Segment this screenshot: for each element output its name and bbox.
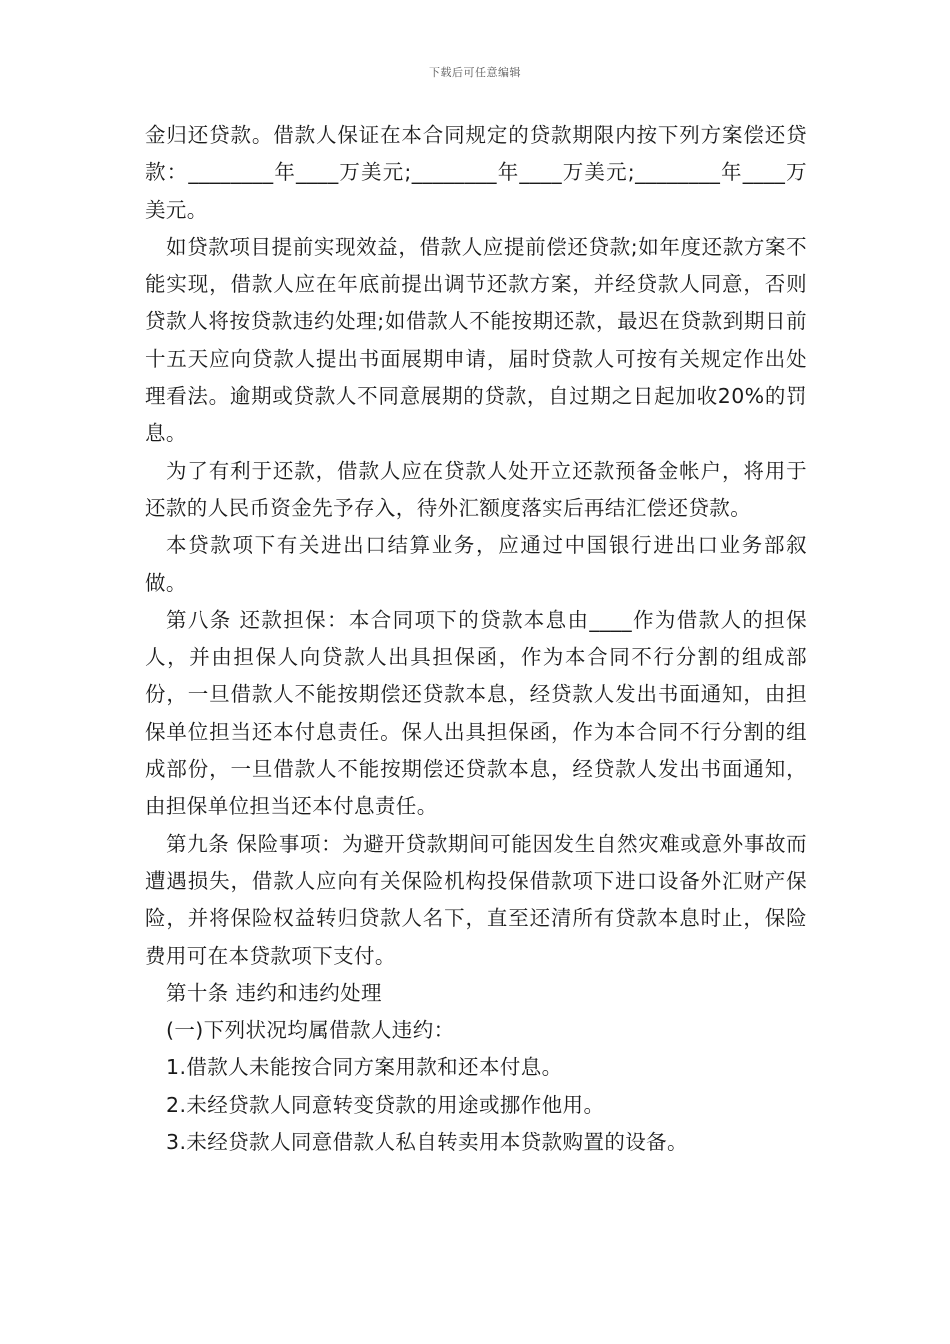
document-body (145, 117, 807, 1161)
page-header: 下载后可任意编辑 (429, 66, 521, 79)
paragraph-early-repayment: 如贷款项目提前实现效益，借款人应提前偿还贷款;如年度还款方案不能实现，借款人应在年底前提出调节还款方案，并经贷款人同意，否则贷款人将按贷款违约处理;如借款人不能按期还款，最迟在贷款到期日前十五天应向贷款人提出书面展期申请，届时贷款人可按有关规定作出处理看法。逾期或贷款人不同意展期的贷款，自过期之日起加收20%的罚息。 (145, 234, 807, 446)
list-intro-default-conditions: (一)下列状况均属借款人违约： (166, 1018, 455, 1043)
list-item-default-3: 3.未经贷款人同意借款人私自转卖用本贷款购置的设备。 (166, 1130, 688, 1155)
heading-article-10-default: 第十条 违约和违约处理 (166, 980, 382, 1005)
list-item-default-2: 2.未经贷款人同意转变贷款的用途或挪作他用。 (166, 1092, 605, 1117)
paragraph-repayment-plan: 金归还贷款。借款人保证在本合同规定的贷款期限内按下列方案偿还贷款：________年____万美元;________年____万美元;________年____万美元。 (145, 123, 807, 222)
paragraph-article-8-guarantee: 第八条 还款担保：本合同项下的贷款本息由____作为借款人的担保人，并由担保人向贷款人出具担保函，作为本合同不行分割的组成部份，一旦借款人不能按期偿还贷款本息，经贷款人发出书面通知，由担保单位担当还本付息责任。保人出具担保函，作为本合同不行分割的组成部份，一旦借款人不能按期偿还贷款本息，经贷款人发出书面通知，由担保单位担当还本付息责任。 (145, 607, 807, 819)
paragraph-settlement: 本贷款项下有关进出口结算业务，应通过中国银行进出口业务部叙做。 (145, 533, 807, 595)
list-item-default-1: 1.借款人未能按合同方案用款和还本付息。 (166, 1055, 563, 1080)
paragraph-reserve-account: 为了有利于还款，借款人应在贷款人处开立还款预备金帐户，将用于还款的人民币资金先予存入，待外汇额度落实后再结汇偿还贷款。 (145, 458, 807, 520)
paragraph-article-9-insurance: 第九条 保险事项：为避开贷款期间可能因发生自然灾难或意外事故而遭遇损失，借款人应向有关保险机构投保借款项下进口设备外汇财产保险，并将保险权益转归贷款人名下，直至还清所有贷款本息时止，保险费用可在本贷款项下支付。 (145, 831, 807, 968)
